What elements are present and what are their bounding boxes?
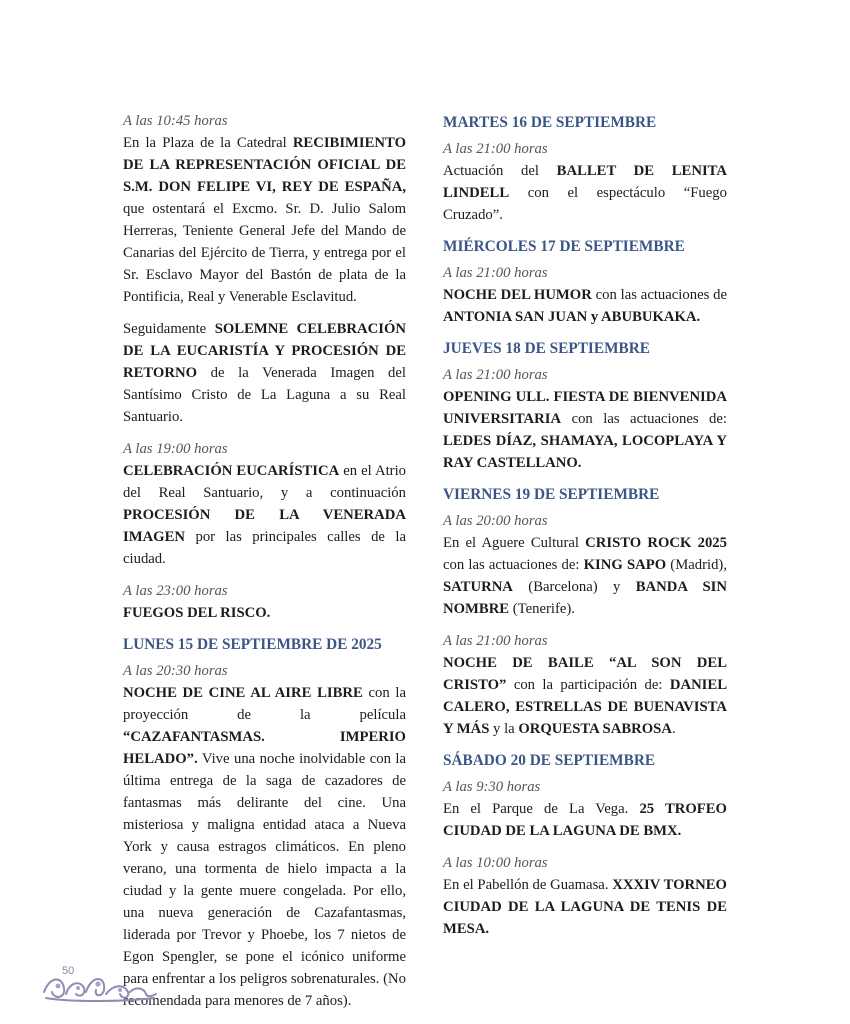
event-time: A las 21:00 horas <box>443 141 548 157</box>
event-time: A las 21:00 horas <box>443 633 548 649</box>
day-heading: LUNES 15 DE SEPTIEMBRE DE 2025 <box>123 636 382 653</box>
day-heading: VIERNES 19 DE SEPTIEMBRE <box>443 486 660 503</box>
event-time: A las 20:30 horas <box>123 663 228 679</box>
event-description: OPENING ULL. FIESTA DE BIENVENIDA UNIVERSITARIA con las actuaciones de: LEDES DÍAZ, SHAMAYA, LOCOPLAYA Y RAY CASTELLANO. <box>443 389 727 471</box>
left-column <box>123 110 406 1022</box>
event-description: NOCHE DEL HUMOR con las actuaciones de ANTONIA SAN JUAN y ABUBUKAKA. <box>443 287 727 325</box>
event-cristo-rock <box>443 510 727 620</box>
event-description: FUEGOS DEL RISCO. <box>123 605 271 621</box>
event-description: Actuación del BALLET DE LENITA LINDELL con el espectáculo “Fuego Cruzado”. <box>443 163 727 223</box>
event-description: NOCHE DE CINE AL AIRE LIBRE con la proyección de la película “CAZAFANTASMAS. IMPERIO HELADO”. Vive una noche inolvidable con la última entrega de la saga de cazadores de fantasmas más delirante del cine. Una misteriosa y maligna entidad ataca a Nueva York y causa estragos climáticos. En pleno verano, una tormenta de hielo impacta a la ciudad y la gente muere congelada. Por ello, una nueva generación de Cazafantasmas, liderada por Trevor y Phoebe, los 7 nietos de Egon Spengler, se pone el icónico uniforme para enfrentar a los peligros sobrenaturales. (No recomendada para menores de 7 años). <box>123 685 406 1009</box>
event-description: En el Pabellón de Guamasa. XXXIV TORNEO CIUDAD DE LA LAGUNA DE TENIS DE MESA. <box>443 877 727 937</box>
event-bmx <box>443 776 727 842</box>
event-time: A las 10:45 horas <box>123 113 228 129</box>
event-time: A las 21:00 horas <box>443 367 548 383</box>
day-heading: MARTES 16 DE SEPTIEMBRE <box>443 114 657 131</box>
event-cinema <box>123 660 406 1012</box>
event-table-tennis <box>443 852 727 940</box>
event-time: A las 20:00 horas <box>443 513 548 529</box>
event-fireworks <box>123 580 406 624</box>
event-reception <box>123 110 406 308</box>
ornament-icon <box>40 962 160 1004</box>
event-humor <box>443 262 727 328</box>
event-opening-ull <box>443 364 727 474</box>
page-number: 50 <box>62 965 75 977</box>
event-description: NOCHE DE BAILE “AL SON DEL CRISTO” con la participación de: DANIEL CALERO, ESTRELLAS DE BUENAVISTA Y MÁS y la ORQUESTA SABROSA. <box>443 655 727 737</box>
event-time: A las 19:00 horas <box>123 441 228 457</box>
event-description: En el Aguere Cultural CRISTO ROCK 2025 con las actuaciones de: KING SAPO (Madrid), SATURNA (Barcelona) y BANDA SIN NOMBRE (Tenerife). <box>443 535 727 617</box>
event-time: A las 9:30 horas <box>443 779 541 795</box>
day-heading: MIÉRCOLES 17 DE SEPTIEMBRE <box>443 238 685 255</box>
event-description: En el Parque de La Vega. 25 TROFEO CIUDAD DE LA LAGUNA DE BMX. <box>443 801 727 839</box>
day-heading: JUEVES 18 DE SEPTIEMBRE <box>443 340 650 357</box>
event-description: En la Plaza de la Catedral RECIBIMIENTO DE LA REPRESENTACIÓN OFICIAL DE S.M. DON FELIPE VI, REY DE ESPAÑA, que ostentará el Excmo. Sr. D. Julio Salom Herreras, Teniente General Jefe del Mando de Canarias del Ejército de Tierra, y entrega por el Sr. Esclavo Mayor del Bastón de plata de la Pontificia, Real y Venerable Esclavitud. <box>123 135 406 305</box>
right-column <box>443 110 727 950</box>
event-ballet <box>443 138 727 226</box>
event-description: Seguidamente SOLEMNE CELEBRACIÓN DE LA EUCARISTÍA Y PROCESIÓN DE RETORNO de la Venerada Imagen del Santísimo Cristo de La Laguna a su Real Santuario. <box>123 321 406 425</box>
day-heading: SÁBADO 20 DE SEPTIEMBRE <box>443 752 656 769</box>
event-time: A las 23:00 horas <box>123 583 228 599</box>
event-description: CELEBRACIÓN EUCARÍSTICA en el Atrio del Real Santuario, y a continuación PROCESIÓN DE LA VENERADA IMAGEN por las principales calles de la ciudad. <box>123 463 406 567</box>
event-dance-night <box>443 630 727 740</box>
event-celebration <box>123 438 406 570</box>
event-time: A las 10:00 horas <box>443 855 548 871</box>
event-time: A las 21:00 horas <box>443 265 548 281</box>
event-eucharist-procession <box>123 318 406 428</box>
